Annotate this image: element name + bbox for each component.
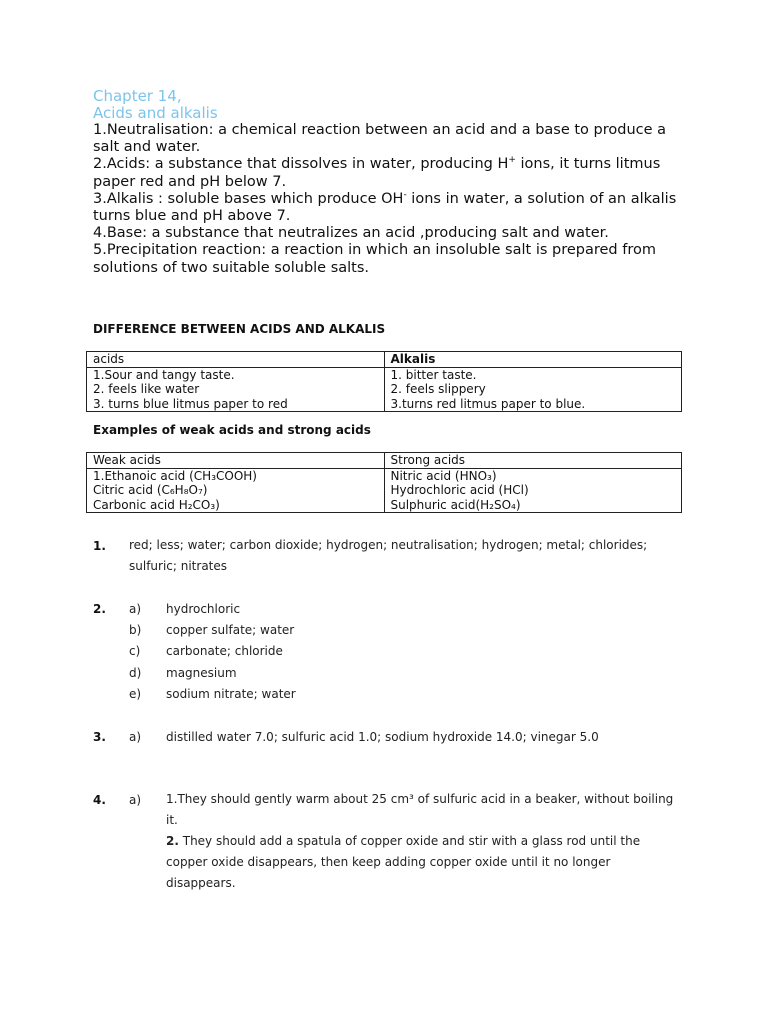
- definition-base: 4.Base: a substance that neutralizes an acid ,producing salt and water.: [93, 225, 609, 242]
- header-alkalis: Alkalis: [384, 352, 682, 368]
- table-header-row: [87, 453, 682, 469]
- table-cell: 3. turns blue litmus paper to red: [93, 396, 288, 411]
- strong-acids-list: [384, 468, 682, 513]
- difference-heading: DIFFERENCE BETWEEN ACIDS AND ALKALIS: [93, 322, 386, 336]
- table-cell: 2. feels slippery: [390, 382, 486, 396]
- table-row: [87, 468, 682, 513]
- answer-4-number: 4.: [93, 793, 106, 807]
- table-cell: Citric acid (C₆H₈O₇): [93, 483, 208, 497]
- definition-neutralisation: 1.Neutralisation: a chemical reaction between an acid and a base to produce a salt and water.: [93, 122, 667, 156]
- answer-1-text: red; less; water; carbon dioxide; hydrogen; neutralisation; hydrogen; metal; chlorides; sulfuric; nitrates: [129, 538, 648, 573]
- answer-2e-label: e): [129, 687, 142, 701]
- step-2-number: 2.: [166, 834, 179, 848]
- definition-acids: 2.Acids: a substance that dissolves in water, producing H+ ions, it turns litmus paper red and pH below 7.: [93, 155, 661, 190]
- alkalis-properties: [384, 367, 682, 412]
- answer-2a-label: a): [129, 602, 142, 616]
- header-strong-acids: Strong acids: [384, 453, 682, 469]
- examples-heading: Examples of weak acids and strong acids: [93, 423, 371, 437]
- answer-2b-label: b): [129, 623, 142, 637]
- chapter-title: Acids and alkalis: [93, 104, 218, 122]
- difference-table: [86, 351, 682, 412]
- examples-table: [86, 452, 682, 513]
- answer-1-number: 1.: [93, 539, 106, 553]
- answer-2d-label: d): [129, 666, 142, 680]
- chapter-number: Chapter 14,: [93, 87, 182, 105]
- table-cell: 1. bitter taste.: [390, 367, 477, 382]
- answer-2b-text: copper sulfate; water: [166, 623, 295, 637]
- table-cell: Nitric acid (HNO₃): [390, 468, 497, 483]
- table-cell: Sulphuric acid(H₂SO₄): [390, 497, 521, 512]
- answer-2c-text: carbonate; chloride: [166, 644, 283, 658]
- table-cell: Carbonic acid H₂CO₃): [93, 497, 220, 512]
- weak-acids-list: [87, 468, 385, 513]
- answer-2-number: 2.: [93, 602, 106, 616]
- header-weak-acids: Weak acids: [87, 453, 385, 469]
- answer-2c-label: c): [129, 644, 141, 658]
- table-row: [87, 367, 682, 412]
- acids-properties: [87, 367, 385, 412]
- table-header-row: [87, 352, 682, 368]
- answer-4a-step-1: 1.They should gently warm about 25 cm³ of sulfuric acid in a beaker, without boiling it.: [166, 792, 674, 827]
- header-acids: acids: [87, 352, 385, 368]
- table-cell: Hydrochloric acid (HCl): [390, 483, 529, 497]
- answer-4a-label: a): [129, 793, 142, 807]
- answer-2d-text: magnesium: [166, 666, 237, 680]
- answer-2a-text: hydrochloric: [166, 602, 241, 616]
- table-cell: 1.Sour and tangy taste.: [93, 367, 235, 382]
- table-cell: 3.turns red litmus paper to blue.: [390, 396, 586, 411]
- answer-3-number: 3.: [93, 730, 106, 744]
- step-2-text: They should add a spatula of copper oxide and stir with a glass rod until the copper oxide disappears, then keep adding copper oxide until it no longer disappears.: [166, 834, 641, 890]
- answer-4a-step-2: [166, 831, 676, 894]
- table-cell: 2. feels like water: [93, 382, 200, 396]
- answer-2e-text: sodium nitrate; water: [166, 687, 296, 701]
- answer-3a-label: a): [129, 730, 142, 744]
- definitions-list: [93, 122, 693, 277]
- definition-alkalis: 3.Alkalis : soluble bases which produce OH- ions in water, a solution of an alkalis turns blue and pH above 7.: [93, 189, 677, 225]
- table-cell: 1.Ethanoic acid (CH₃COOH): [93, 468, 257, 483]
- answer-3a-text: distilled water 7.0; sulfuric acid 1.0; sodium hydroxide 14.0; vinegar 5.0: [166, 730, 599, 744]
- definition-precipitation: 5.Precipitation reaction: a reaction in which an insoluble salt is prepared from solutions of two suitable soluble salts.: [93, 242, 656, 276]
